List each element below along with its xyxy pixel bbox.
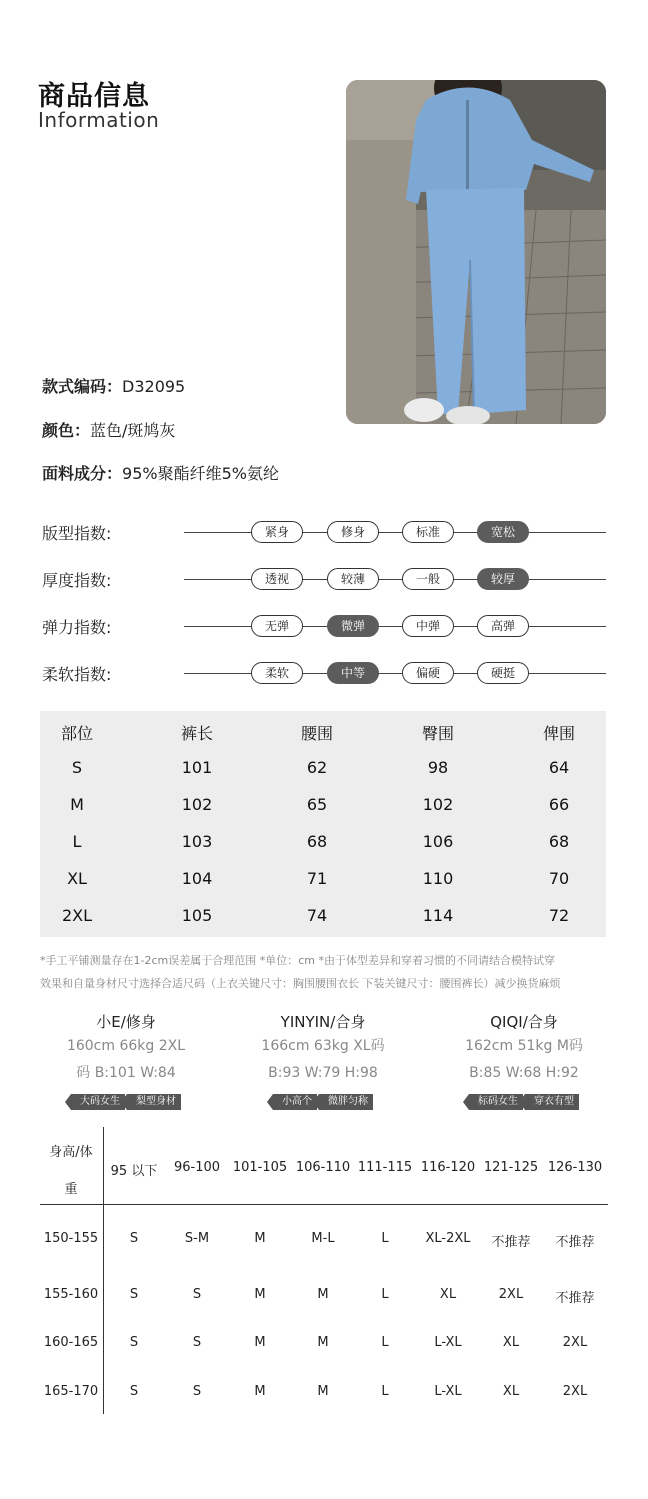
size-table-header: 俾围 [542, 724, 575, 743]
chart-weight-header: 121-125 [483, 1160, 539, 1175]
page-subtitle: Information [38, 108, 160, 132]
index-option: 较厚 [477, 568, 529, 590]
model-card [424, 1011, 624, 1110]
index-option: 修身 [327, 521, 379, 543]
index-option: 宽松 [477, 521, 529, 543]
size-table-cell: XL [67, 869, 87, 888]
measure-note [40, 949, 612, 995]
model-tags [26, 1089, 226, 1110]
size-table-cell: 68 [548, 832, 570, 851]
size-table-cell: 101 [181, 758, 213, 777]
chart-size-cell: M [254, 1287, 266, 1302]
chart-size-cell: L [381, 1335, 389, 1350]
chart-height-label: 165-170 [43, 1384, 99, 1399]
chart-size-cell: S [129, 1231, 139, 1246]
model-measurements: 160cm 66kg 2XL [66, 1038, 186, 1054]
model-tag: 小高个 [273, 1094, 317, 1110]
chart-size-cell: S [129, 1287, 139, 1302]
size-table-cell: 104 [181, 869, 213, 888]
size-table-header: 裤长 [180, 724, 213, 743]
chart-weight-header: 106-110 [295, 1160, 351, 1175]
measure-note-line-2: 效果和自量身材尺寸选择合适尺码（上衣关键尺寸：胸围腰围衣长 下装关键尺寸：腰围裤长）减少换货麻烦 [40, 977, 561, 990]
index-option: 柔软 [251, 662, 303, 684]
model-name: YINYIN/合身 [280, 1013, 366, 1031]
chart-size-cell: S [192, 1384, 202, 1399]
model-name: 小E/修身 [96, 1013, 156, 1031]
model-card [26, 1011, 226, 1110]
index-option: 中弹 [402, 615, 454, 637]
product-photo [346, 80, 606, 424]
index-option: 微弹 [327, 615, 379, 637]
size-table-cell: 70 [548, 869, 570, 888]
chart-weight-header: 101-105 [232, 1160, 288, 1175]
model-card [223, 1011, 423, 1110]
chart-horizontal-divider [40, 1204, 608, 1205]
model-tag: 标码女生 [469, 1094, 523, 1110]
model-tag: 大码女生 [71, 1094, 125, 1110]
chart-size-cell: M [317, 1384, 329, 1399]
index-track [184, 532, 606, 533]
style-code-label: 款式编码： [42, 377, 123, 396]
index-option: 硬挺 [477, 662, 529, 684]
chart-size-cell: 2XL [562, 1384, 588, 1399]
fabric-label: 面料成分： [42, 464, 123, 483]
model-measurements: 166cm 63kg XL码 [261, 1038, 385, 1054]
size-table-cell: 68 [306, 832, 328, 851]
chart-height-label: 160-165 [43, 1335, 99, 1350]
chart-size-cell: S [129, 1384, 139, 1399]
size-table-cell: 66 [548, 795, 570, 814]
size-table-cell: 2XL [61, 906, 93, 925]
chart-size-cell: 不推荐 [555, 1235, 595, 1250]
style-code-value: D32095 [122, 377, 186, 396]
model-name: QIQI/合身 [490, 1013, 558, 1031]
index-option: 中等 [327, 662, 379, 684]
size-table-cell: 72 [548, 906, 570, 925]
chart-size-cell: XL-2XL [425, 1231, 471, 1246]
chart-weight-header: 126-130 [547, 1160, 603, 1175]
chart-weight-header: 116-120 [420, 1160, 476, 1175]
size-table-cell: 102 [422, 795, 454, 814]
size-table-cell: 62 [306, 758, 328, 777]
size-table-cell: 105 [181, 906, 213, 925]
color-label: 颜色： [42, 421, 91, 440]
size-table-cell: S [71, 758, 83, 777]
model-measurements: 码 B:101 W:84 [76, 1065, 176, 1081]
size-table-cell: M [70, 795, 84, 814]
index-option: 透视 [251, 568, 303, 590]
size-table-cell: 98 [427, 758, 449, 777]
index-label: 柔软指数: [42, 665, 112, 684]
chart-size-cell: M [254, 1231, 266, 1246]
chart-size-cell: XL [502, 1335, 520, 1350]
chart-size-cell: S [129, 1335, 139, 1350]
chart-size-cell: 2XL [498, 1287, 524, 1302]
chart-corner-bottom: 重 [64, 1182, 78, 1197]
chart-size-cell: L-XL [434, 1384, 462, 1399]
index-track [184, 579, 606, 580]
chart-size-cell: L [381, 1231, 389, 1246]
index-label: 厚度指数: [42, 571, 112, 590]
chart-weight-header: 111-115 [357, 1160, 413, 1175]
size-table-header: 腰围 [300, 724, 333, 743]
size-table-cell: 64 [548, 758, 570, 777]
size-table-cell: 102 [181, 795, 213, 814]
chart-size-cell: L [381, 1384, 389, 1399]
index-option: 无弹 [251, 615, 303, 637]
index-option: 高弹 [477, 615, 529, 637]
chart-size-cell: 不推荐 [555, 1291, 595, 1306]
chart-size-cell: L-XL [434, 1335, 462, 1350]
chart-corner-top: 身高/体 [49, 1145, 93, 1160]
color-row [42, 418, 175, 441]
model-tags [223, 1089, 423, 1110]
chart-size-cell: M [317, 1335, 329, 1350]
model-tag: 梨型身材 [127, 1094, 181, 1110]
chart-size-cell: S [192, 1335, 202, 1350]
size-table-cell: 106 [422, 832, 454, 851]
color-value: 蓝色/斑鸠灰 [90, 421, 176, 440]
fabric-value: 95%聚酯纤维5%氨纶 [122, 464, 279, 483]
measure-note-line-1: *手工平铺测量存在1-2cm误差属于合理范围 *单位：cm *由于体型差异和穿着习惯的不同请结合模特试穿 [40, 954, 555, 967]
index-label: 版型指数: [42, 524, 112, 543]
chart-weight-header: 95 以下 [110, 1164, 158, 1179]
index-option: 较薄 [327, 568, 379, 590]
chart-size-cell: XL [502, 1384, 520, 1399]
size-table-cell: 65 [306, 795, 328, 814]
size-table-cell: 110 [422, 869, 454, 888]
chart-size-cell: M [254, 1384, 266, 1399]
size-table-header: 部位 [60, 724, 93, 743]
model-tag: 微胖匀称 [319, 1094, 373, 1110]
chart-size-cell: S [192, 1287, 202, 1302]
chart-size-cell: XL [439, 1287, 457, 1302]
size-table-cell: L [72, 832, 82, 851]
size-table-cell: 103 [181, 832, 213, 851]
index-option: 一般 [402, 568, 454, 590]
chart-height-label: 155-160 [43, 1287, 99, 1302]
chart-size-cell: L [381, 1287, 389, 1302]
chart-size-cell: M [254, 1335, 266, 1350]
index-option: 偏硬 [402, 662, 454, 684]
size-table [40, 711, 606, 937]
size-table-cell: 71 [306, 869, 328, 888]
index-option: 标准 [402, 521, 454, 543]
index-track [184, 673, 606, 674]
model-measurements: B:85 W:68 H:92 [469, 1065, 579, 1081]
chart-size-cell: M [317, 1287, 329, 1302]
index-track [184, 626, 606, 627]
model-tag: 穿衣有型 [525, 1094, 579, 1110]
fabric-row [42, 461, 279, 484]
model-measurements: 162cm 51kg M码 [465, 1038, 583, 1054]
chart-size-cell: S-M [184, 1231, 210, 1246]
chart-size-cell: M-L [311, 1231, 335, 1246]
chart-size-cell: 不推荐 [491, 1235, 531, 1250]
index-label: 弹力指数: [42, 618, 112, 637]
model-tags [424, 1089, 624, 1110]
size-table-cell: 114 [422, 906, 454, 925]
style-code-row [42, 374, 185, 397]
chart-weight-header: 96-100 [173, 1160, 221, 1175]
page-title: 商品信息 [38, 81, 150, 112]
chart-size-cell: 2XL [562, 1335, 588, 1350]
chart-height-label: 150-155 [43, 1231, 99, 1246]
size-table-header: 臀围 [421, 724, 454, 743]
size-table-cell: 74 [306, 906, 328, 925]
index-option: 紧身 [251, 521, 303, 543]
model-measurements: B:93 W:79 H:98 [268, 1065, 378, 1081]
